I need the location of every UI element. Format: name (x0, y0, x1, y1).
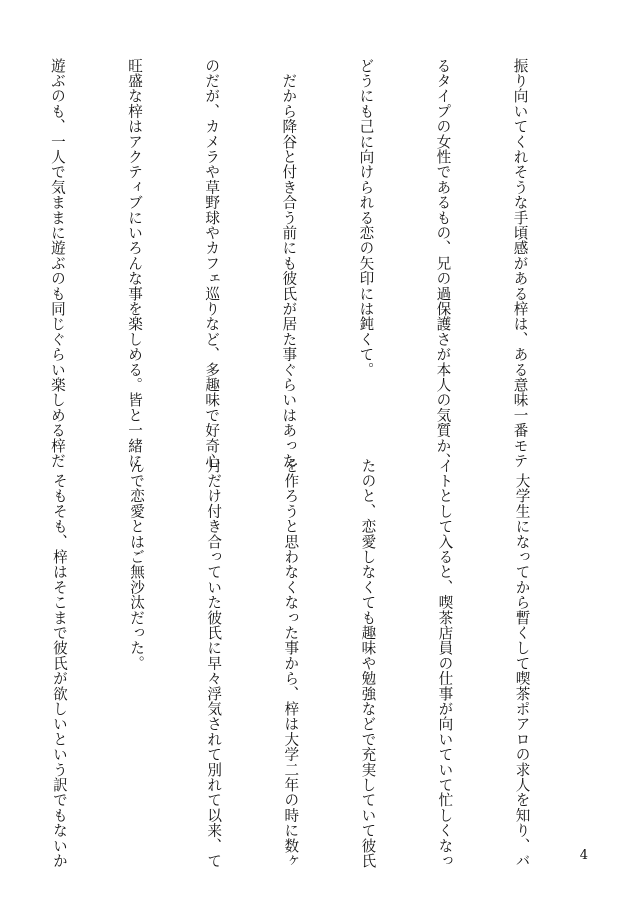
text-line: 遊ぶのも、一人で気ままに遊ぶのも同じぐらい楽しめる梓だ (48, 58, 66, 469)
text-line: るタイプの女性であるもの、兄の過保護さが本人の気質か、 (434, 58, 452, 469)
text-line: だから降谷と付き合う前にも彼氏が居た事ぐらいはあった (280, 58, 298, 469)
text-line: 旺盛な梓はアクティブにいろんな事を楽しめる。皆と一緒に (126, 58, 144, 469)
text-line: のだが、カメラや草野球やカフェ巡りなど、多趣味で好奇心 (203, 58, 221, 469)
bottom-text-block (0, 458, 586, 869)
top-text-block (0, 58, 584, 469)
text-line: イトとして入ると、喫茶店員の仕事が向いていて忙しくなっ (436, 458, 454, 869)
text-line: 大学生になってから暫くして喫茶ポアロの求人を知り、バ (513, 458, 531, 869)
text-line: 月だけ付き合っていた彼氏に早々浮気されて別れて以来、て (205, 458, 223, 869)
text-line: たのと、恋愛しなくても趣味や勉強などで充実していて彼氏 (359, 458, 377, 869)
text-line: 振り向いてくれそうな手頃感がある梓は、ある意味一番モテ (511, 58, 529, 469)
text-line: を作ろうと思わなくなった事から、梓は大学二年の時に数ヶ (282, 458, 300, 869)
text-line: どうにも己に向けられる恋の矢印には鈍くて。 (357, 58, 375, 378)
text-line: んで恋愛とはご無沙汰だった。 (128, 458, 146, 671)
page-number: 4 (579, 848, 588, 863)
text-line: そもそも、梓はそこまで彼氏が欲しいという訳でもないか (50, 458, 68, 869)
